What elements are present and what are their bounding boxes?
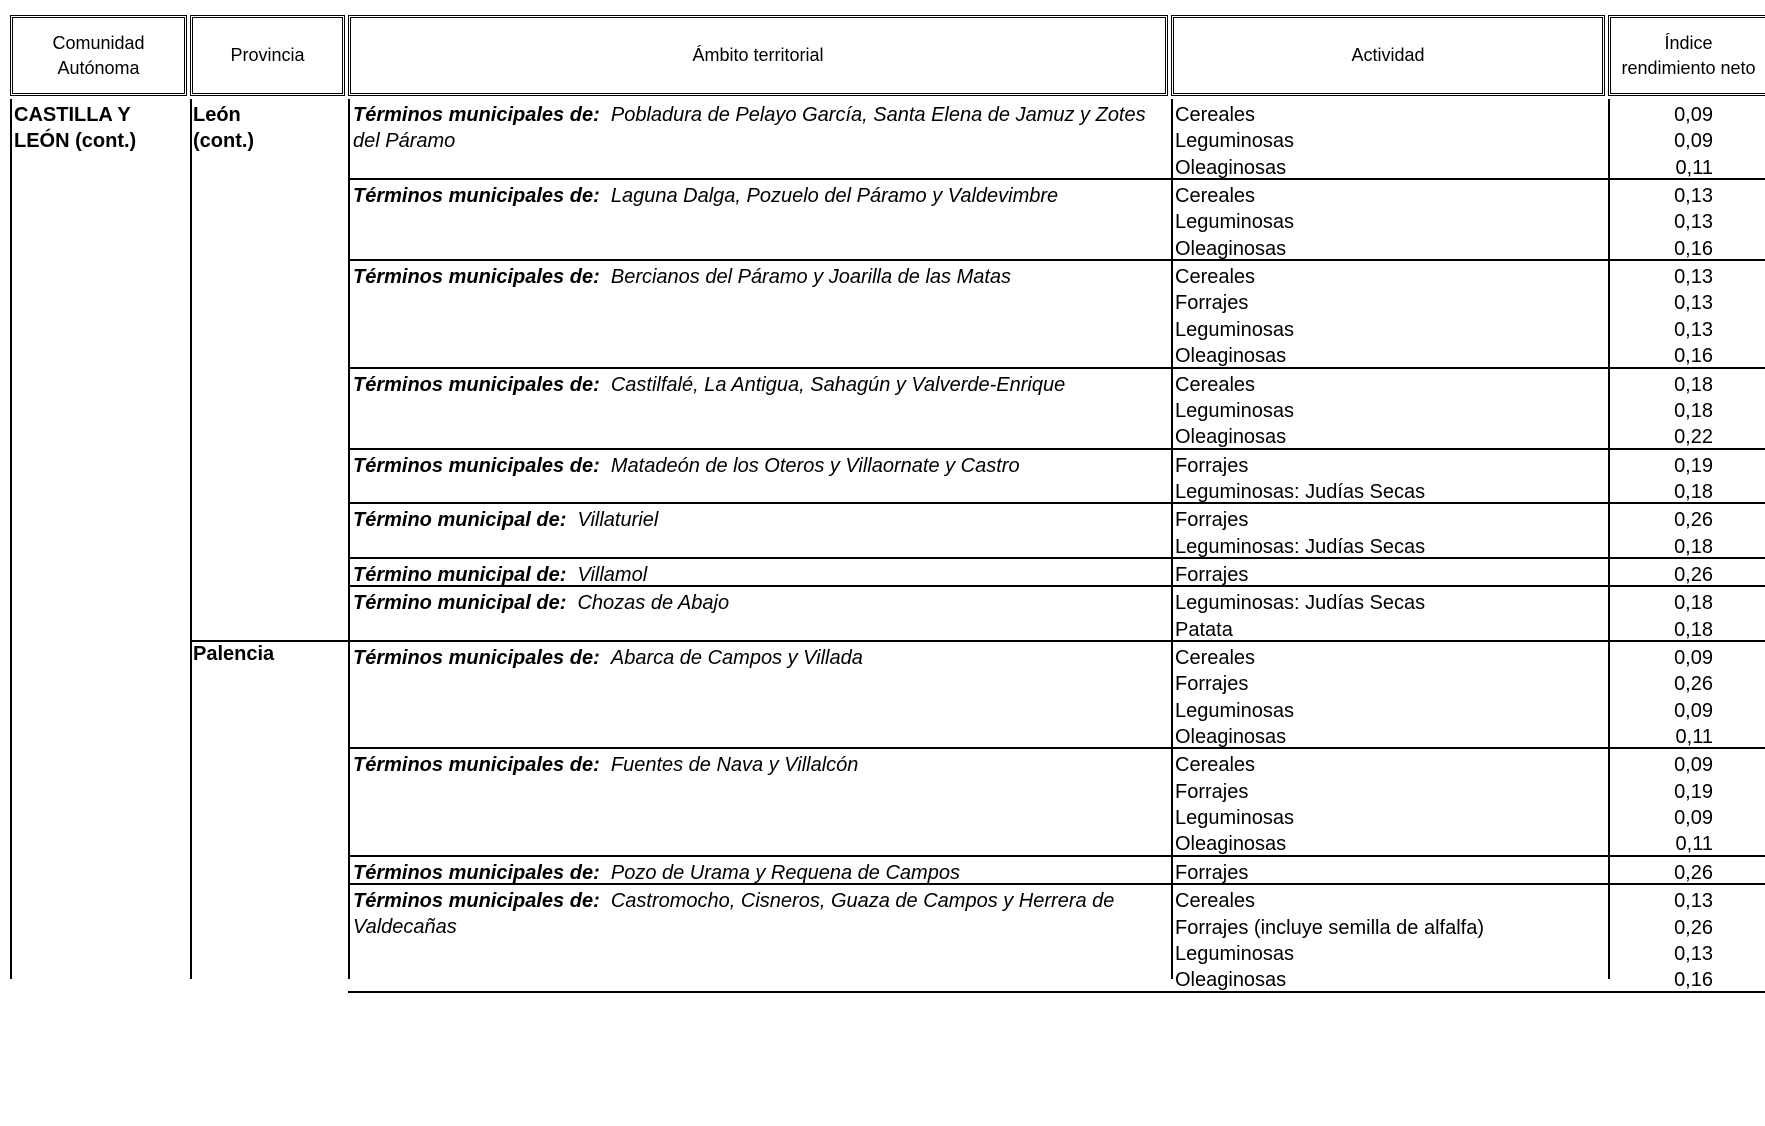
border-left-actividad bbox=[1171, 99, 1173, 979]
actividad-cell: Oleaginosas bbox=[1175, 237, 1287, 260]
ambito-label: Términos municipales de: bbox=[353, 861, 600, 884]
indice-cell: 0,22 bbox=[1674, 426, 1713, 449]
group-separator bbox=[348, 855, 1765, 857]
ambito-text: Castilfalé, La Antigua, Sahagún y Valverde-Enrique bbox=[610, 373, 1066, 396]
ambito-label: Término municipal de: bbox=[353, 592, 567, 615]
actividad-cell: Leguminosas: Judías Secas bbox=[1175, 592, 1426, 615]
comunidad-cell bbox=[14, 102, 174, 154]
ambito-label: Términos municipales de: bbox=[353, 104, 600, 126]
actividad-cell: Leguminosas bbox=[1175, 211, 1294, 234]
ambito-text: Bercianos del Páramo y Joarilla de las Matas bbox=[610, 266, 1012, 289]
actividad-cell: Forrajes bbox=[1175, 673, 1249, 696]
group-separator bbox=[348, 557, 1765, 559]
actividad-cell: Oleaginosas bbox=[1175, 726, 1287, 749]
ambito-label: Términos municipales de: bbox=[353, 647, 600, 669]
header-actividad-label: Actividad bbox=[1351, 45, 1425, 65]
ambito-label: Términos municipales de: bbox=[353, 890, 600, 913]
actividad-cell: Patata bbox=[1175, 618, 1233, 641]
header-indice-label: Índice rendimiento neto bbox=[1621, 32, 1756, 78]
ambito-cell bbox=[353, 562, 1165, 588]
header-ambito bbox=[348, 15, 1168, 96]
indice-cell: 0,18 bbox=[1674, 618, 1713, 641]
ambito-text: Castromocho, Cisneros, Guaza de Campos y Herrera de Valdecañas bbox=[353, 890, 1115, 939]
provincia-palencia-cell bbox=[193, 641, 333, 667]
group-separator bbox=[348, 178, 1765, 180]
ambito-text: Laguna Dalga, Pozuelo del Páramo y Valdevimbre bbox=[610, 185, 1059, 208]
ambito-label: Términos municipales de: bbox=[353, 454, 600, 477]
actividad-cell: Forrajes (incluye semilla de alfalfa) bbox=[1175, 916, 1485, 939]
ambito-label: Términos municipales de: bbox=[353, 266, 600, 289]
indice-cell: 0,19 bbox=[1674, 454, 1713, 477]
group-separator bbox=[348, 747, 1765, 749]
indice-cell: 0,09 bbox=[1674, 699, 1713, 722]
group-separator bbox=[190, 640, 1765, 642]
group-separator bbox=[348, 367, 1765, 369]
ambito-cell bbox=[353, 860, 1165, 886]
actividad-cell: Leguminosas bbox=[1175, 942, 1294, 965]
ambito-cell bbox=[353, 372, 1165, 398]
indice-cell: 0,09 bbox=[1674, 104, 1713, 126]
actividad-cell: Leguminosas bbox=[1175, 399, 1294, 422]
header-comunidad bbox=[10, 15, 187, 96]
indice-cell: 0,13 bbox=[1674, 292, 1713, 315]
indice-cell: 0,09 bbox=[1674, 807, 1713, 830]
provincia-palencia-text: Palencia bbox=[193, 643, 275, 665]
indice-cell: 0,26 bbox=[1674, 916, 1713, 939]
actividad-cell: Oleaginosas bbox=[1175, 426, 1287, 449]
indice-cell: 0,13 bbox=[1674, 890, 1713, 913]
indice-cell: 0,16 bbox=[1674, 237, 1713, 260]
indice-cell: 0,18 bbox=[1674, 399, 1713, 422]
border-left-ambito bbox=[348, 99, 350, 979]
actividad-cell: Leguminosas: Judías Secas bbox=[1175, 480, 1426, 503]
actividad-cell: Forrajes bbox=[1175, 454, 1249, 477]
ambito-cell bbox=[353, 453, 1165, 479]
actividad-cell: Oleaginosas bbox=[1175, 833, 1287, 856]
indice-cell: 0,26 bbox=[1674, 509, 1713, 532]
header-comunidad-label: Comunidad Autónoma bbox=[52, 32, 145, 78]
indice-cell: 0,26 bbox=[1674, 563, 1713, 586]
actividad-cell: Leguminosas bbox=[1175, 699, 1294, 722]
ambito-label: Término municipal de: bbox=[353, 563, 567, 586]
header-provincia-label: Provincia bbox=[230, 45, 305, 65]
group-separator bbox=[348, 502, 1765, 504]
ambito-cell bbox=[353, 590, 1165, 616]
indice-cell: 0,13 bbox=[1674, 185, 1713, 208]
ambito-text: Pobladura de Pelayo García, Santa Elena de Jamuz y Zotes del Páramo bbox=[353, 104, 1146, 152]
provincia-leon-cell bbox=[193, 102, 293, 154]
actividad-cell: Forrajes bbox=[1175, 563, 1249, 586]
actividad-cell: Forrajes bbox=[1175, 780, 1249, 803]
indice-cell: 0,11 bbox=[1675, 156, 1713, 179]
ambito-text: Villaturiel bbox=[577, 509, 659, 532]
indice-cell: 0,13 bbox=[1674, 318, 1713, 341]
indice-cell: 0,26 bbox=[1674, 673, 1713, 696]
ambito-label: Término municipal de: bbox=[353, 509, 567, 532]
ambito-text: Abarca de Campos y Villada bbox=[610, 647, 863, 669]
ambito-text: Matadeón de los Oteros y Villaornate y Castro bbox=[610, 454, 1020, 477]
actividad-cell: Cereales bbox=[1175, 104, 1256, 126]
actividad-cell: Leguminosas: Judías Secas bbox=[1175, 535, 1426, 558]
indice-cell: 0,19 bbox=[1674, 780, 1713, 803]
indice-cell: 0,13 bbox=[1674, 942, 1713, 965]
provincia-leon-text: León (cont.) bbox=[193, 104, 255, 152]
actividad-cell: Forrajes bbox=[1175, 509, 1249, 532]
indice-cell: 0,13 bbox=[1674, 266, 1713, 289]
table-body bbox=[10, 99, 1765, 992]
actividad-cell: Leguminosas bbox=[1175, 318, 1294, 341]
ambito-text: Villamol bbox=[577, 563, 648, 586]
header-indice bbox=[1608, 15, 1765, 96]
ambito-cell bbox=[353, 507, 1165, 533]
comunidad-text: CASTILLA Y LEÓN (cont.) bbox=[14, 104, 137, 152]
border-left-comunidad bbox=[10, 99, 12, 979]
actividad-cell: Oleaginosas bbox=[1175, 969, 1287, 992]
actividad-cell: Leguminosas bbox=[1175, 807, 1294, 830]
ambito-cell bbox=[353, 183, 1165, 209]
header-ambito-label: Ámbito territorial bbox=[692, 45, 824, 65]
actividad-cell: Cereales bbox=[1175, 890, 1256, 913]
actividad-cell: Cereales bbox=[1175, 647, 1256, 669]
ambito-label: Términos municipales de: bbox=[353, 373, 600, 396]
actividad-cell: Oleaginosas bbox=[1175, 345, 1287, 368]
indice-cell: 0,11 bbox=[1675, 726, 1713, 749]
ambito-cell bbox=[353, 264, 1165, 290]
actividad-cell: Cereales bbox=[1175, 754, 1256, 777]
indice-cell: 0,16 bbox=[1674, 969, 1713, 992]
group-separator bbox=[348, 448, 1765, 450]
actividad-cell: Forrajes bbox=[1175, 861, 1249, 884]
indice-cell: 0,18 bbox=[1674, 592, 1713, 615]
group-separator bbox=[348, 883, 1765, 885]
indice-cell: 0,13 bbox=[1674, 211, 1713, 234]
group-separator bbox=[348, 259, 1765, 261]
indice-cell: 0,26 bbox=[1674, 861, 1713, 884]
header-actividad bbox=[1171, 15, 1605, 96]
ambito-text: Fuentes de Nava y Villalcón bbox=[610, 754, 859, 777]
ambito-label: Términos municipales de: bbox=[353, 185, 600, 208]
ambito-label: Términos municipales de: bbox=[353, 754, 600, 777]
ambito-text: Chozas de Abajo bbox=[577, 592, 730, 615]
ambito-cell bbox=[353, 888, 1165, 940]
ambito-cell bbox=[353, 645, 1165, 671]
group-separator bbox=[348, 585, 1765, 587]
actividad-cell: Leguminosas bbox=[1175, 130, 1294, 153]
indice-cell: 0,09 bbox=[1674, 130, 1713, 153]
indice-cell: 0,18 bbox=[1674, 480, 1713, 503]
indice-cell: 0,18 bbox=[1674, 373, 1713, 396]
indice-cell: 0,16 bbox=[1674, 345, 1713, 368]
group-separator bbox=[348, 991, 1765, 993]
actividad-cell: Forrajes bbox=[1175, 292, 1249, 315]
ambito-cell bbox=[353, 102, 1165, 154]
header-provincia bbox=[190, 15, 345, 96]
actividad-cell: Oleaginosas bbox=[1175, 156, 1287, 179]
indice-cell: 0,18 bbox=[1674, 535, 1713, 558]
indice-cell: 0,11 bbox=[1675, 833, 1713, 856]
indice-cell: 0,09 bbox=[1674, 647, 1713, 669]
ambito-cell bbox=[353, 752, 1165, 778]
actividad-cell: Cereales bbox=[1175, 266, 1256, 289]
ambito-text: Pozo de Urama y Requena de Campos bbox=[610, 861, 960, 884]
border-left-provincia bbox=[190, 99, 192, 979]
indice-cell: 0,09 bbox=[1674, 754, 1713, 777]
actividad-cell: Cereales bbox=[1175, 373, 1256, 396]
actividad-cell: Cereales bbox=[1175, 185, 1256, 208]
